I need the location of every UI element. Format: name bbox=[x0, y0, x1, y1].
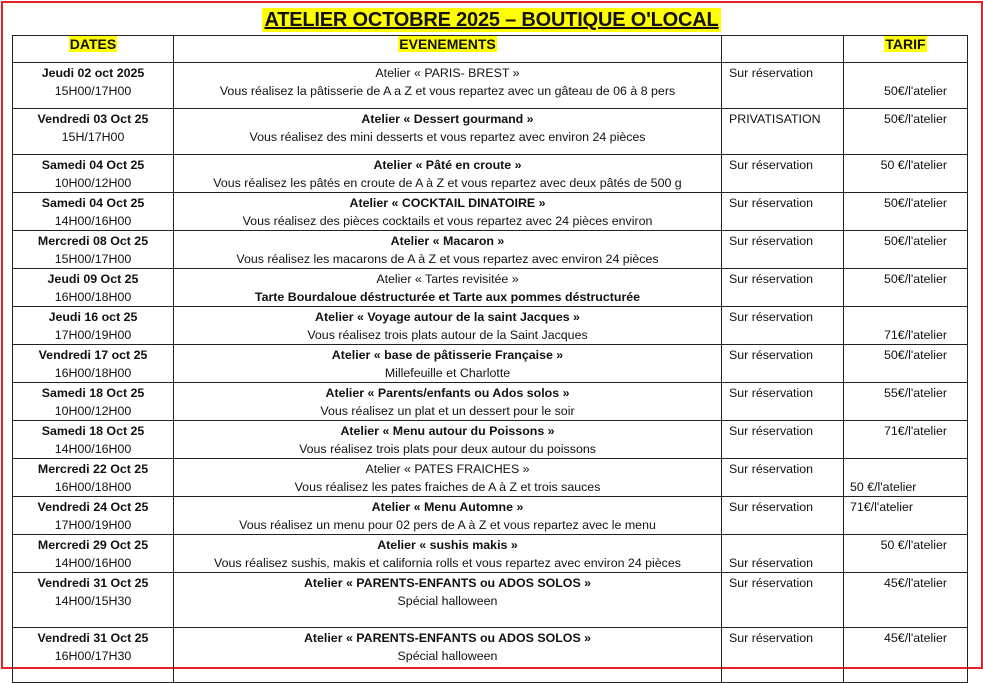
event-cell bbox=[174, 459, 722, 497]
reservation-text-2: Sur réservation bbox=[729, 556, 814, 570]
header-tarif: TARIF bbox=[844, 36, 968, 63]
table-row bbox=[13, 269, 968, 307]
event-description: Vous réalisez les macarons de A à Z et vous repartez avec environ 24 pièces bbox=[236, 252, 659, 266]
reservation-text: Sur réservation bbox=[729, 386, 814, 400]
event-description: Vous réalisez la pâtisserie de A a Z et vous repartez avec un gâteau de 06 à 8 pers bbox=[219, 84, 676, 98]
event-date: Samedi 04 Oct 25 bbox=[41, 196, 145, 210]
header-empty bbox=[722, 36, 844, 63]
event-cell bbox=[174, 109, 722, 155]
event-description: Vous réalisez un menu pour 02 pers de A à Z et vous repartez avec le menu bbox=[239, 518, 656, 532]
tarif-value: 50€/l'atelier bbox=[884, 112, 947, 126]
tarif-cell bbox=[844, 193, 968, 231]
tarif-value bbox=[844, 308, 947, 326]
page-title: ATELIER OCTOBRE 2025 – BOUTIQUE O'LOCAL bbox=[264, 9, 719, 31]
event-time: 15H00/17H00 bbox=[54, 252, 132, 266]
tarif-value bbox=[844, 64, 947, 82]
event-title: Atelier « COCKTAIL DINATOIRE » bbox=[349, 196, 546, 210]
tarif-cell bbox=[844, 155, 968, 193]
schedule-table bbox=[12, 35, 968, 683]
reservation-cell bbox=[722, 497, 844, 535]
event-description: Vous réalisez un plat et un dessert pour le soir bbox=[320, 404, 575, 418]
event-description: Vous réalisez trois plats pour deux autour du poissons bbox=[299, 442, 596, 456]
date-cell bbox=[13, 63, 174, 109]
table-row bbox=[13, 109, 968, 155]
event-date: Vendredi 24 Oct 25 bbox=[37, 500, 149, 514]
event-time: 14H00/16H00 bbox=[54, 556, 132, 570]
event-cell bbox=[174, 573, 722, 628]
event-title: Atelier « base de pâtisserie Française » bbox=[331, 348, 564, 362]
reservation-cell bbox=[722, 231, 844, 269]
event-date: Vendredi 03 Oct 25 bbox=[37, 112, 149, 126]
reservation-cell bbox=[722, 628, 844, 683]
reservation-cell bbox=[722, 63, 844, 109]
event-title: Atelier « Menu Automne » bbox=[371, 500, 524, 514]
event-date: Jeudi 09 Oct 25 bbox=[47, 272, 139, 286]
event-title: Atelier « PATES FRAICHES » bbox=[365, 462, 530, 476]
event-title: Atelier « Macaron » bbox=[390, 234, 505, 248]
event-date: Samedi 04 Oct 25 bbox=[41, 158, 145, 172]
reservation-cell bbox=[722, 345, 844, 383]
event-time: 14H00/15H30 bbox=[54, 594, 132, 608]
date-cell bbox=[13, 345, 174, 383]
event-date: Samedi 18 Oct 25 bbox=[41, 424, 145, 438]
reservation-text: Sur réservation bbox=[729, 310, 814, 324]
date-cell bbox=[13, 421, 174, 459]
reservation-cell bbox=[722, 155, 844, 193]
event-date: Vendredi 17 oct 25 bbox=[38, 348, 148, 362]
reservation-cell bbox=[722, 459, 844, 497]
tarif-cell bbox=[844, 573, 968, 628]
date-cell bbox=[13, 459, 174, 497]
event-cell bbox=[174, 345, 722, 383]
tarif-value-2: 71€/l'atelier bbox=[884, 328, 947, 342]
reservation-cell bbox=[722, 383, 844, 421]
tarif-value: 71€/l'atelier bbox=[884, 424, 947, 438]
event-title: Atelier « PARENTS-ENFANTS ou ADOS SOLOS » bbox=[303, 576, 592, 590]
tarif-value-2: 50 €/l'atelier bbox=[850, 480, 917, 494]
event-description: Millefeuille et Charlotte bbox=[384, 366, 511, 380]
tarif-value: 50€/l'atelier bbox=[884, 272, 947, 286]
header-evenements: EVENEMENTS bbox=[174, 36, 722, 63]
event-date: Jeudi 02 oct 2025 bbox=[41, 66, 145, 80]
table-row bbox=[13, 421, 968, 459]
tarif-value-2: 50€/l'atelier bbox=[884, 84, 947, 98]
table-row bbox=[13, 628, 968, 683]
event-cell bbox=[174, 383, 722, 421]
event-time: 14H00/16H00 bbox=[54, 214, 132, 228]
tarif-cell bbox=[844, 109, 968, 155]
tarif-cell bbox=[844, 231, 968, 269]
reservation-text: PRIVATISATION bbox=[729, 112, 821, 126]
event-title: Atelier « Voyage autour de la saint Jacques » bbox=[315, 310, 580, 324]
tarif-value: 45€/l'atelier bbox=[884, 576, 947, 590]
reservation-cell bbox=[722, 307, 844, 345]
event-title: Atelier « PARIS- BREST » bbox=[375, 66, 520, 80]
table-row bbox=[13, 459, 968, 497]
date-cell bbox=[13, 155, 174, 193]
reservation-text: Sur réservation bbox=[729, 424, 814, 438]
event-time: 16H00/17H30 bbox=[54, 649, 132, 663]
event-date: Vendredi 31 Oct 25 bbox=[37, 576, 149, 590]
event-title: Atelier « Tartes revisitée » bbox=[376, 272, 519, 286]
event-time: 17H00/19H00 bbox=[54, 518, 132, 532]
table-row bbox=[13, 497, 968, 535]
event-date: Samedi 18 Oct 25 bbox=[41, 386, 145, 400]
event-cell bbox=[174, 421, 722, 459]
table-row bbox=[13, 383, 968, 421]
tarif-value bbox=[850, 460, 967, 478]
event-date: Jeudi 16 oct 25 bbox=[48, 310, 138, 324]
reservation-text: Sur réservation bbox=[729, 462, 814, 476]
date-cell bbox=[13, 573, 174, 628]
event-time: 14H00/16H00 bbox=[54, 442, 132, 456]
event-time: 16H00/18H00 bbox=[54, 366, 132, 380]
reservation-cell bbox=[722, 269, 844, 307]
date-cell bbox=[13, 307, 174, 345]
event-description: Vous réalisez les pâtés en croute de A à Z et vous repartez avec deux pâtés de 500 g bbox=[213, 176, 682, 190]
event-cell bbox=[174, 307, 722, 345]
reservation-text: Sur réservation bbox=[729, 234, 814, 248]
reservation-text: Sur réservation bbox=[729, 348, 814, 362]
event-time: 16H00/18H00 bbox=[54, 290, 132, 304]
event-cell bbox=[174, 193, 722, 231]
tarif-value: 50 €/l'atelier bbox=[880, 538, 947, 552]
title-wrap bbox=[0, 8, 983, 32]
date-cell bbox=[13, 497, 174, 535]
tarif-cell bbox=[844, 628, 968, 683]
event-time: 10H00/12H00 bbox=[54, 176, 132, 190]
header-dates: DATES bbox=[13, 36, 174, 63]
tarif-value: 45€/l'atelier bbox=[884, 631, 947, 645]
table-row bbox=[13, 535, 968, 573]
table-row bbox=[13, 307, 968, 345]
event-date: Mercredi 22 Oct 25 bbox=[37, 462, 149, 476]
tarif-value: 71€/l'atelier bbox=[850, 500, 913, 514]
event-time: 10H00/12H00 bbox=[54, 404, 132, 418]
event-title: Atelier « Dessert gourmand » bbox=[361, 112, 534, 126]
table-row bbox=[13, 193, 968, 231]
date-cell bbox=[13, 535, 174, 573]
tarif-cell bbox=[844, 497, 968, 535]
reservation-text: Sur réservation bbox=[729, 66, 814, 80]
reservation-text: Sur réservation bbox=[729, 500, 814, 514]
reservation-cell bbox=[722, 109, 844, 155]
event-description: Vous réalisez sushis, makis et california rolls et vous repartez avec environ 24 pièces bbox=[214, 556, 681, 570]
table-row bbox=[13, 573, 968, 628]
reservation-cell bbox=[722, 573, 844, 628]
reservation-cell bbox=[722, 535, 844, 573]
reservation-cell bbox=[722, 193, 844, 231]
event-date: Vendredi 31 Oct 25 bbox=[37, 631, 149, 645]
tarif-cell bbox=[844, 383, 968, 421]
table-row bbox=[13, 345, 968, 383]
event-title: Atelier « sushis makis » bbox=[377, 538, 518, 552]
tarif-value: 50€/l'atelier bbox=[884, 234, 947, 248]
event-time: 16H00/18H00 bbox=[54, 480, 132, 494]
tarif-cell bbox=[844, 63, 968, 109]
reservation-text: Sur réservation bbox=[729, 631, 814, 645]
event-title: Atelier « Pâté en croute » bbox=[373, 158, 522, 172]
event-cell bbox=[174, 269, 722, 307]
event-time: 15H/17H00 bbox=[61, 130, 125, 144]
event-time: 17H00/19H00 bbox=[54, 328, 132, 342]
event-date: Mercredi 08 Oct 25 bbox=[37, 234, 149, 248]
event-description: Vous réalisez des mini desserts et vous repartez avec environ 24 pièces bbox=[249, 130, 646, 144]
tarif-value: 50 €/l'atelier bbox=[880, 158, 947, 172]
event-date: Mercredi 29 Oct 25 bbox=[37, 538, 149, 552]
event-title: Atelier « Parents/enfants ou Ados solos » bbox=[325, 386, 570, 400]
reservation-cell bbox=[722, 421, 844, 459]
event-description: Spécial halloween bbox=[397, 649, 498, 663]
event-cell bbox=[174, 497, 722, 535]
event-description: Vous réalisez des pièces cocktails et vous repartez avec 24 pièces environ bbox=[242, 214, 653, 228]
date-cell bbox=[13, 193, 174, 231]
table-row bbox=[13, 231, 968, 269]
event-time: 15H00/17H00 bbox=[54, 84, 132, 98]
event-description: Vous réalisez trois plats autour de la Saint Jacques bbox=[307, 328, 588, 342]
tarif-value: 50€/l'atelier bbox=[884, 196, 947, 210]
date-cell bbox=[13, 231, 174, 269]
reservation-text: Sur réservation bbox=[729, 272, 814, 286]
tarif-value: 50€/l'atelier bbox=[884, 348, 947, 362]
event-description: Tarte Bourdaloue déstructurée et Tarte aux pommes déstructurée bbox=[254, 290, 641, 304]
event-title: Atelier « PARENTS-ENFANTS ou ADOS SOLOS » bbox=[303, 631, 592, 645]
header-row bbox=[13, 36, 968, 63]
event-cell bbox=[174, 231, 722, 269]
date-cell bbox=[13, 109, 174, 155]
event-title: Atelier « Menu autour du Poissons » bbox=[340, 424, 555, 438]
event-description: Spécial halloween bbox=[397, 594, 498, 608]
event-description: Vous réalisez les pates fraiches de A à Z et trois sauces bbox=[294, 480, 601, 494]
tarif-value: 55€/l'atelier bbox=[884, 386, 947, 400]
date-cell bbox=[13, 628, 174, 683]
tarif-cell bbox=[844, 307, 968, 345]
table-row bbox=[13, 63, 968, 109]
tarif-cell bbox=[844, 535, 968, 573]
event-cell bbox=[174, 63, 722, 109]
date-cell bbox=[13, 269, 174, 307]
event-cell bbox=[174, 535, 722, 573]
reservation-text: Sur réservation bbox=[729, 158, 814, 172]
tarif-cell bbox=[844, 345, 968, 383]
tarif-cell bbox=[844, 269, 968, 307]
event-cell bbox=[174, 155, 722, 193]
reservation-text: Sur réservation bbox=[729, 576, 814, 590]
tarif-cell bbox=[844, 459, 968, 497]
tarif-cell bbox=[844, 421, 968, 459]
date-cell bbox=[13, 383, 174, 421]
reservation-text bbox=[729, 536, 843, 554]
event-cell bbox=[174, 628, 722, 683]
reservation-text: Sur réservation bbox=[729, 196, 814, 210]
table-row bbox=[13, 155, 968, 193]
